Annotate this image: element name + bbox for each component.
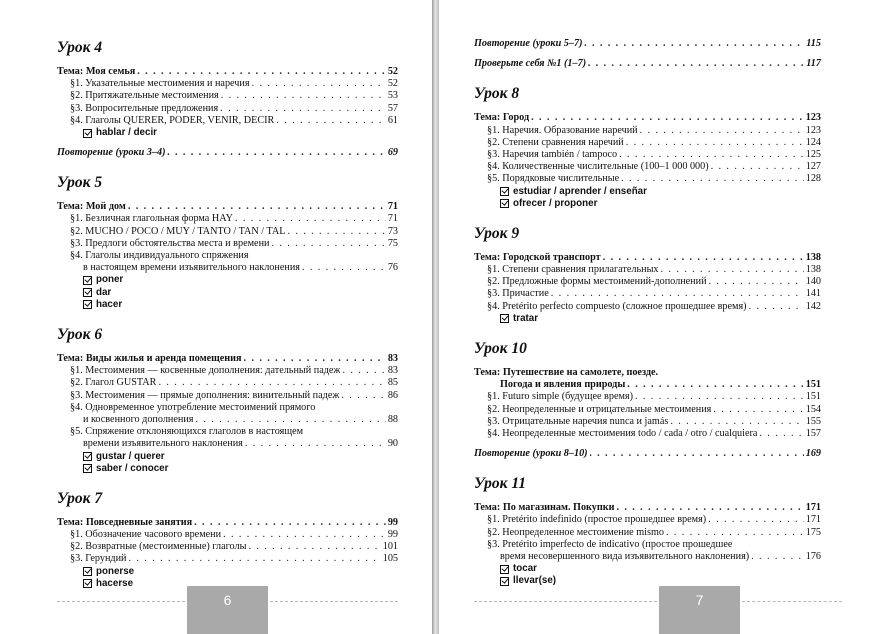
entry-page: 123: [805, 112, 821, 124]
entry-text: §1. Указательные местоимения и наречия: [70, 78, 250, 90]
page-number-box: [187, 586, 268, 634]
entry-page: 151: [805, 391, 821, 403]
dot-leader: [759, 428, 803, 440]
entry-text: в настоящем времени изъявительного наклонения: [83, 262, 300, 274]
lesson-title: Урок 9: [474, 224, 520, 242]
dot-leader: [621, 173, 804, 185]
verb-label: ponerse: [96, 565, 135, 577]
entry-page: 138: [805, 251, 821, 263]
entry-page: 53: [387, 90, 398, 102]
entry-text: §1. Безличная глагольная форма HAY: [70, 213, 233, 225]
dot-leader: [128, 201, 386, 213]
dot-leader: [342, 365, 385, 377]
section-entry: [474, 149, 821, 161]
entry-text: §1. Наречия. Образование наречий: [487, 124, 638, 136]
entry-page: 155: [805, 415, 821, 427]
entry-text: Тема: По магазинам. Покупки: [474, 502, 615, 514]
section-spacer: [57, 475, 398, 489]
entry-text: Повторение (уроки 3–4): [57, 147, 166, 159]
lesson-title: Урок 4: [57, 39, 103, 56]
section-entry: [57, 541, 398, 553]
entry-text: §3. Местоимения — прямые дополнения: винительный падеж: [70, 389, 340, 401]
entry-text: §3. Pretérito imperfecto de indicativo (простое прошедшее: [487, 538, 733, 550]
topic-entry: [57, 201, 398, 213]
entry-text: Погода и явления природы: [500, 379, 626, 391]
page-number-box: [659, 586, 740, 634]
entry-text: §1. Местоимения — косвенные дополнения: дательный падеж: [70, 365, 341, 377]
entry-text: Повторение (уроки 5–7): [474, 37, 583, 49]
entry-page: 61: [387, 114, 398, 126]
section-spacer: [474, 210, 821, 224]
entry-text: Тема: Мой дом: [57, 201, 126, 213]
verb-item: [57, 566, 398, 578]
verb-item: [57, 287, 398, 299]
dot-leader: [276, 115, 386, 127]
entry-text: §3. Причастие: [487, 288, 549, 300]
page-number: 7: [695, 592, 704, 608]
left-page: [0, 0, 432, 634]
section-entry: [57, 377, 398, 389]
dot-leader: [244, 353, 386, 365]
entry-page: 101: [382, 541, 398, 553]
entry-text: §4. Неопределенные местоимения todo / cada / otro / cualquiera: [487, 427, 758, 439]
dot-leader: [551, 288, 804, 300]
section-entry-continued: [474, 551, 821, 563]
dot-leader: [302, 262, 386, 274]
dot-leader: [708, 514, 804, 526]
entry-page: 88: [387, 413, 398, 425]
entry-page: 52: [387, 65, 398, 77]
checkbox-checked-icon: [500, 565, 509, 574]
dot-leader: [670, 416, 803, 428]
title-spacer: [57, 345, 398, 353]
entry-text: §2. Предложные формы местоимений-дополнений: [487, 276, 707, 288]
lesson-title: Урок 11: [474, 475, 527, 493]
entry-page: 73: [387, 225, 398, 237]
entry-text: Тема: Виды жилья и аренда помещения: [57, 352, 242, 364]
section-entry: [57, 402, 398, 414]
left-toc: [57, 38, 398, 590]
entry-text: и косвенного дополнения: [83, 413, 194, 425]
entry-page: 154: [805, 403, 821, 415]
entry-page: 138: [805, 264, 821, 276]
section-entry: [474, 125, 821, 137]
entry-page: 90: [387, 438, 398, 450]
section-entry: [474, 539, 821, 551]
entry-text: Тема: Город: [474, 112, 530, 124]
row-spacer: [474, 440, 821, 448]
checkbox-checked-icon: [500, 577, 509, 586]
entry-text: §4. Глаголы QUERER, PODER, VENIR, DECIR: [70, 114, 275, 126]
entry-text: §3. Наречия también / tampoco: [487, 148, 618, 160]
entry-page: 140: [805, 276, 821, 288]
row-spacer: [474, 50, 821, 58]
entry-text: §2. Неопределенное местоимение mismo: [487, 526, 664, 538]
entry-text: §1. Обозначение часового времени: [70, 529, 222, 541]
dot-leader: [640, 125, 804, 137]
entry-text: §4. Одновременное употребление местоимений прямого: [70, 401, 316, 413]
verb-item: [474, 198, 821, 210]
verb-item: [57, 274, 398, 286]
checkbox-checked-icon: [83, 129, 92, 138]
dot-leader: [635, 391, 804, 403]
dot-leader: [531, 112, 804, 124]
entry-text: §2. Глагол GUSTAR: [70, 377, 157, 389]
entry-page: 52: [387, 78, 398, 90]
entry-page: 151: [805, 379, 821, 391]
verb-label: saber / conocer: [96, 462, 169, 474]
entry-page: 171: [805, 514, 821, 526]
section-spacer: [57, 311, 398, 325]
book-gutter: [432, 0, 439, 634]
entry-page: 127: [805, 161, 821, 173]
checkbox-checked-icon: [83, 288, 92, 297]
entry-page: 83: [387, 352, 398, 364]
entry-text: §1. Futuro simple (будущее время): [487, 391, 634, 403]
entry-page: 99: [387, 516, 398, 528]
title-spacer: [474, 359, 821, 367]
entry-page: 117: [806, 58, 821, 70]
dot-leader: [709, 276, 804, 288]
verb-label: hacerse: [96, 577, 134, 589]
verb-label: ofrecer / proponer: [513, 197, 598, 209]
dot-leader: [666, 527, 804, 539]
section-entry: [474, 173, 821, 185]
dot-leader: [749, 301, 804, 313]
section-entry: [474, 391, 821, 403]
dot-leader: [287, 226, 385, 238]
entry-text: Тема: Путешествие на самолете, поезде.: [474, 366, 659, 378]
dot-leader: [617, 502, 804, 514]
section-entry: [57, 529, 398, 541]
entry-page: 75: [387, 237, 398, 249]
section-spacer: [474, 70, 821, 84]
topic-entry: [474, 367, 821, 379]
entry-text: §1. Pretérito indefinido (простое прошедшее время): [487, 514, 707, 526]
section-entry: [474, 428, 821, 440]
dot-leader: [235, 213, 386, 225]
dot-leader: [137, 66, 386, 78]
verb-label: gustar / querer: [96, 450, 165, 462]
lesson-title: Урок 7: [57, 489, 103, 507]
verb-item: [474, 563, 821, 575]
section-entry: [57, 553, 398, 565]
footer-rule-right: [270, 601, 398, 602]
entry-text: §2. Неопределенные и отрицательные местоимения: [487, 403, 712, 415]
lesson-title: Урок 5: [57, 174, 103, 192]
verb-label: llevar(se): [513, 575, 557, 587]
review-entry: [474, 38, 821, 50]
entry-page: 124: [805, 136, 821, 148]
dot-leader: [713, 404, 803, 416]
section-entry: [474, 288, 821, 300]
entry-text: §2. Степени сравнения наречий: [487, 136, 624, 148]
entry-text: время несовершенного вида изъявительного наклонения): [500, 551, 750, 563]
section-entry: [474, 527, 821, 539]
section-entry-continued: [57, 414, 398, 426]
dot-leader: [271, 238, 385, 250]
checkbox-checked-icon: [500, 199, 509, 208]
section-entry-continued: [57, 438, 398, 450]
section-entry: [57, 390, 398, 402]
entry-page: 125: [805, 148, 821, 160]
entry-page: 57: [387, 102, 398, 114]
checkbox-checked-icon: [83, 300, 92, 309]
entry-text: §3. Предлоги обстоятельства места и времени: [70, 237, 270, 249]
topic-entry-continued: [474, 379, 821, 391]
footer-rule-left: [57, 601, 185, 602]
dot-leader: [588, 58, 804, 70]
verb-item: [57, 127, 398, 139]
title-spacer: [474, 244, 821, 252]
entry-page: 123: [805, 124, 821, 136]
entry-text: §3. Герундий: [70, 553, 127, 565]
dot-leader: [220, 103, 386, 115]
verb-item: [474, 186, 821, 198]
review-entry: [474, 448, 821, 460]
checkbox-checked-icon: [83, 567, 92, 576]
dot-leader: [221, 90, 386, 102]
section-entry: [57, 90, 398, 102]
dot-leader: [245, 438, 386, 450]
section-entry: [57, 426, 398, 438]
checkbox-checked-icon: [500, 187, 509, 196]
section-entry: [474, 404, 821, 416]
topic-entry: [474, 502, 821, 514]
entry-text: §3. Отрицательные наречия nunca и jamás: [487, 415, 669, 427]
entry-text: Тема: Повседневные занятия: [57, 516, 193, 528]
checkbox-checked-icon: [83, 276, 92, 285]
entry-page: 71: [387, 213, 398, 225]
entry-page: 171: [805, 502, 821, 514]
title-spacer: [57, 193, 398, 201]
checkbox-checked-icon: [500, 314, 509, 323]
section-entry: [474, 137, 821, 149]
dot-leader: [248, 541, 380, 553]
entry-page: 83: [387, 365, 398, 377]
topic-entry: [57, 66, 398, 78]
dot-leader: [341, 390, 385, 402]
section-entry: [57, 238, 398, 250]
section-entry: [474, 276, 821, 288]
verb-label: hablar / decir: [96, 126, 157, 138]
section-entry: [474, 416, 821, 428]
dot-leader: [129, 553, 381, 565]
entry-text: §5. Спряжение отклоняющихся глаголов в настоящем: [70, 426, 304, 438]
verb-item: [474, 313, 821, 325]
entry-page: 86: [387, 389, 398, 401]
section-entry: [474, 515, 821, 527]
title-spacer: [474, 104, 821, 112]
dot-leader: [195, 414, 385, 426]
checkbox-checked-icon: [83, 452, 92, 461]
verb-item: [57, 451, 398, 463]
review-entry: [474, 58, 821, 70]
row-spacer: [57, 139, 398, 147]
verb-label: dar: [96, 286, 112, 298]
entry-text: Повторение (уроки 8–10): [474, 448, 588, 460]
dot-leader: [711, 161, 804, 173]
verb-label: tratar: [513, 312, 539, 324]
entry-page: 115: [806, 37, 821, 49]
entry-page: 85: [387, 377, 398, 389]
entry-text: §2. Возвратные (местоименные) глаголы: [70, 541, 247, 553]
section-entry: [57, 78, 398, 90]
footer-rule-right: [742, 601, 842, 602]
dot-leader: [158, 377, 385, 389]
section-entry: [474, 301, 821, 313]
verb-label: estudiar / aprender / enseñar: [513, 185, 647, 197]
section-entry-continued: [57, 262, 398, 274]
section-entry: [57, 214, 398, 226]
entry-page: 141: [805, 288, 821, 300]
section-spacer: [474, 325, 821, 339]
verb-label: hacer: [96, 298, 123, 310]
dot-leader: [584, 38, 804, 50]
dot-leader: [627, 379, 803, 391]
review-entry: [57, 147, 398, 159]
lesson-title: Урок 6: [57, 326, 103, 343]
entry-text: времени изъявительного наклонения: [83, 438, 243, 450]
entry-text: §2. Притяжательные местоимения: [70, 90, 219, 102]
checkbox-checked-icon: [83, 464, 92, 473]
entry-page: 69: [387, 147, 398, 159]
entry-page: 128: [805, 173, 821, 185]
dot-leader: [252, 78, 386, 90]
verb-label: tocar: [513, 563, 537, 575]
section-entry: [57, 250, 398, 262]
verb-item: [57, 463, 398, 475]
entry-page: 169: [805, 448, 821, 460]
dot-leader: [626, 137, 804, 149]
entry-page: 157: [805, 427, 821, 439]
topic-entry: [474, 112, 821, 124]
dot-leader: [590, 448, 804, 460]
entry-page: 99: [387, 529, 398, 541]
title-spacer: [57, 58, 398, 66]
title-spacer: [474, 494, 821, 502]
entry-page: 175: [805, 526, 821, 538]
title-spacer: [57, 509, 398, 517]
dot-leader: [603, 252, 804, 264]
dot-leader: [167, 147, 385, 159]
page-number: 6: [223, 592, 232, 608]
section-entry: [57, 365, 398, 377]
entry-text: Проверьте себя №1 (1–7): [474, 58, 587, 70]
entry-page: 176: [805, 551, 821, 563]
section-entry: [57, 226, 398, 238]
entry-text: §4. Pretérito perfecto compuesto (сложное прошедшее время): [487, 300, 747, 312]
dot-leader: [223, 529, 386, 541]
dot-leader: [619, 149, 804, 161]
lesson-title: Урок 10: [474, 340, 527, 357]
section-spacer: [57, 159, 398, 173]
entry-page: 76: [387, 262, 398, 274]
dot-leader: [661, 264, 804, 276]
entry-text: Тема: Городской транспорт: [474, 251, 601, 263]
entry-text: §4. Количественные числительные (100–1 000 000): [487, 161, 709, 173]
entry-text: §1. Степени сравнения прилагательных: [487, 264, 659, 276]
footer-rule-left: [474, 601, 657, 602]
entry-page: 71: [387, 201, 398, 213]
section-entry: [57, 103, 398, 115]
dot-leader: [194, 517, 386, 529]
verb-label: poner: [96, 274, 124, 286]
topic-entry: [57, 517, 398, 529]
topic-entry: [474, 252, 821, 264]
dot-leader: [751, 551, 804, 563]
lesson-title: Урок 8: [474, 85, 520, 103]
verb-item: [474, 575, 821, 587]
entry-text: §2. MUCHO / POCO / MUY / TANTO / TAN / TAL: [70, 225, 286, 237]
section-entry: [474, 161, 821, 173]
topic-entry: [57, 353, 398, 365]
entry-page: 142: [805, 300, 821, 312]
entry-text: §3. Вопросительные предложения: [70, 102, 219, 114]
checkbox-checked-icon: [83, 579, 92, 588]
entry-page: 105: [382, 553, 398, 565]
entry-text: §5. Порядковые числительные: [487, 173, 620, 185]
right-page: [439, 0, 875, 634]
section-entry: [57, 115, 398, 127]
entry-text: §4. Глаголы индивидуального спряжения: [70, 250, 249, 262]
section-spacer: [474, 460, 821, 474]
entry-text: Тема: Моя семья: [57, 65, 136, 77]
section-entry: [474, 264, 821, 276]
right-toc: [474, 38, 821, 588]
verb-item: [57, 299, 398, 311]
